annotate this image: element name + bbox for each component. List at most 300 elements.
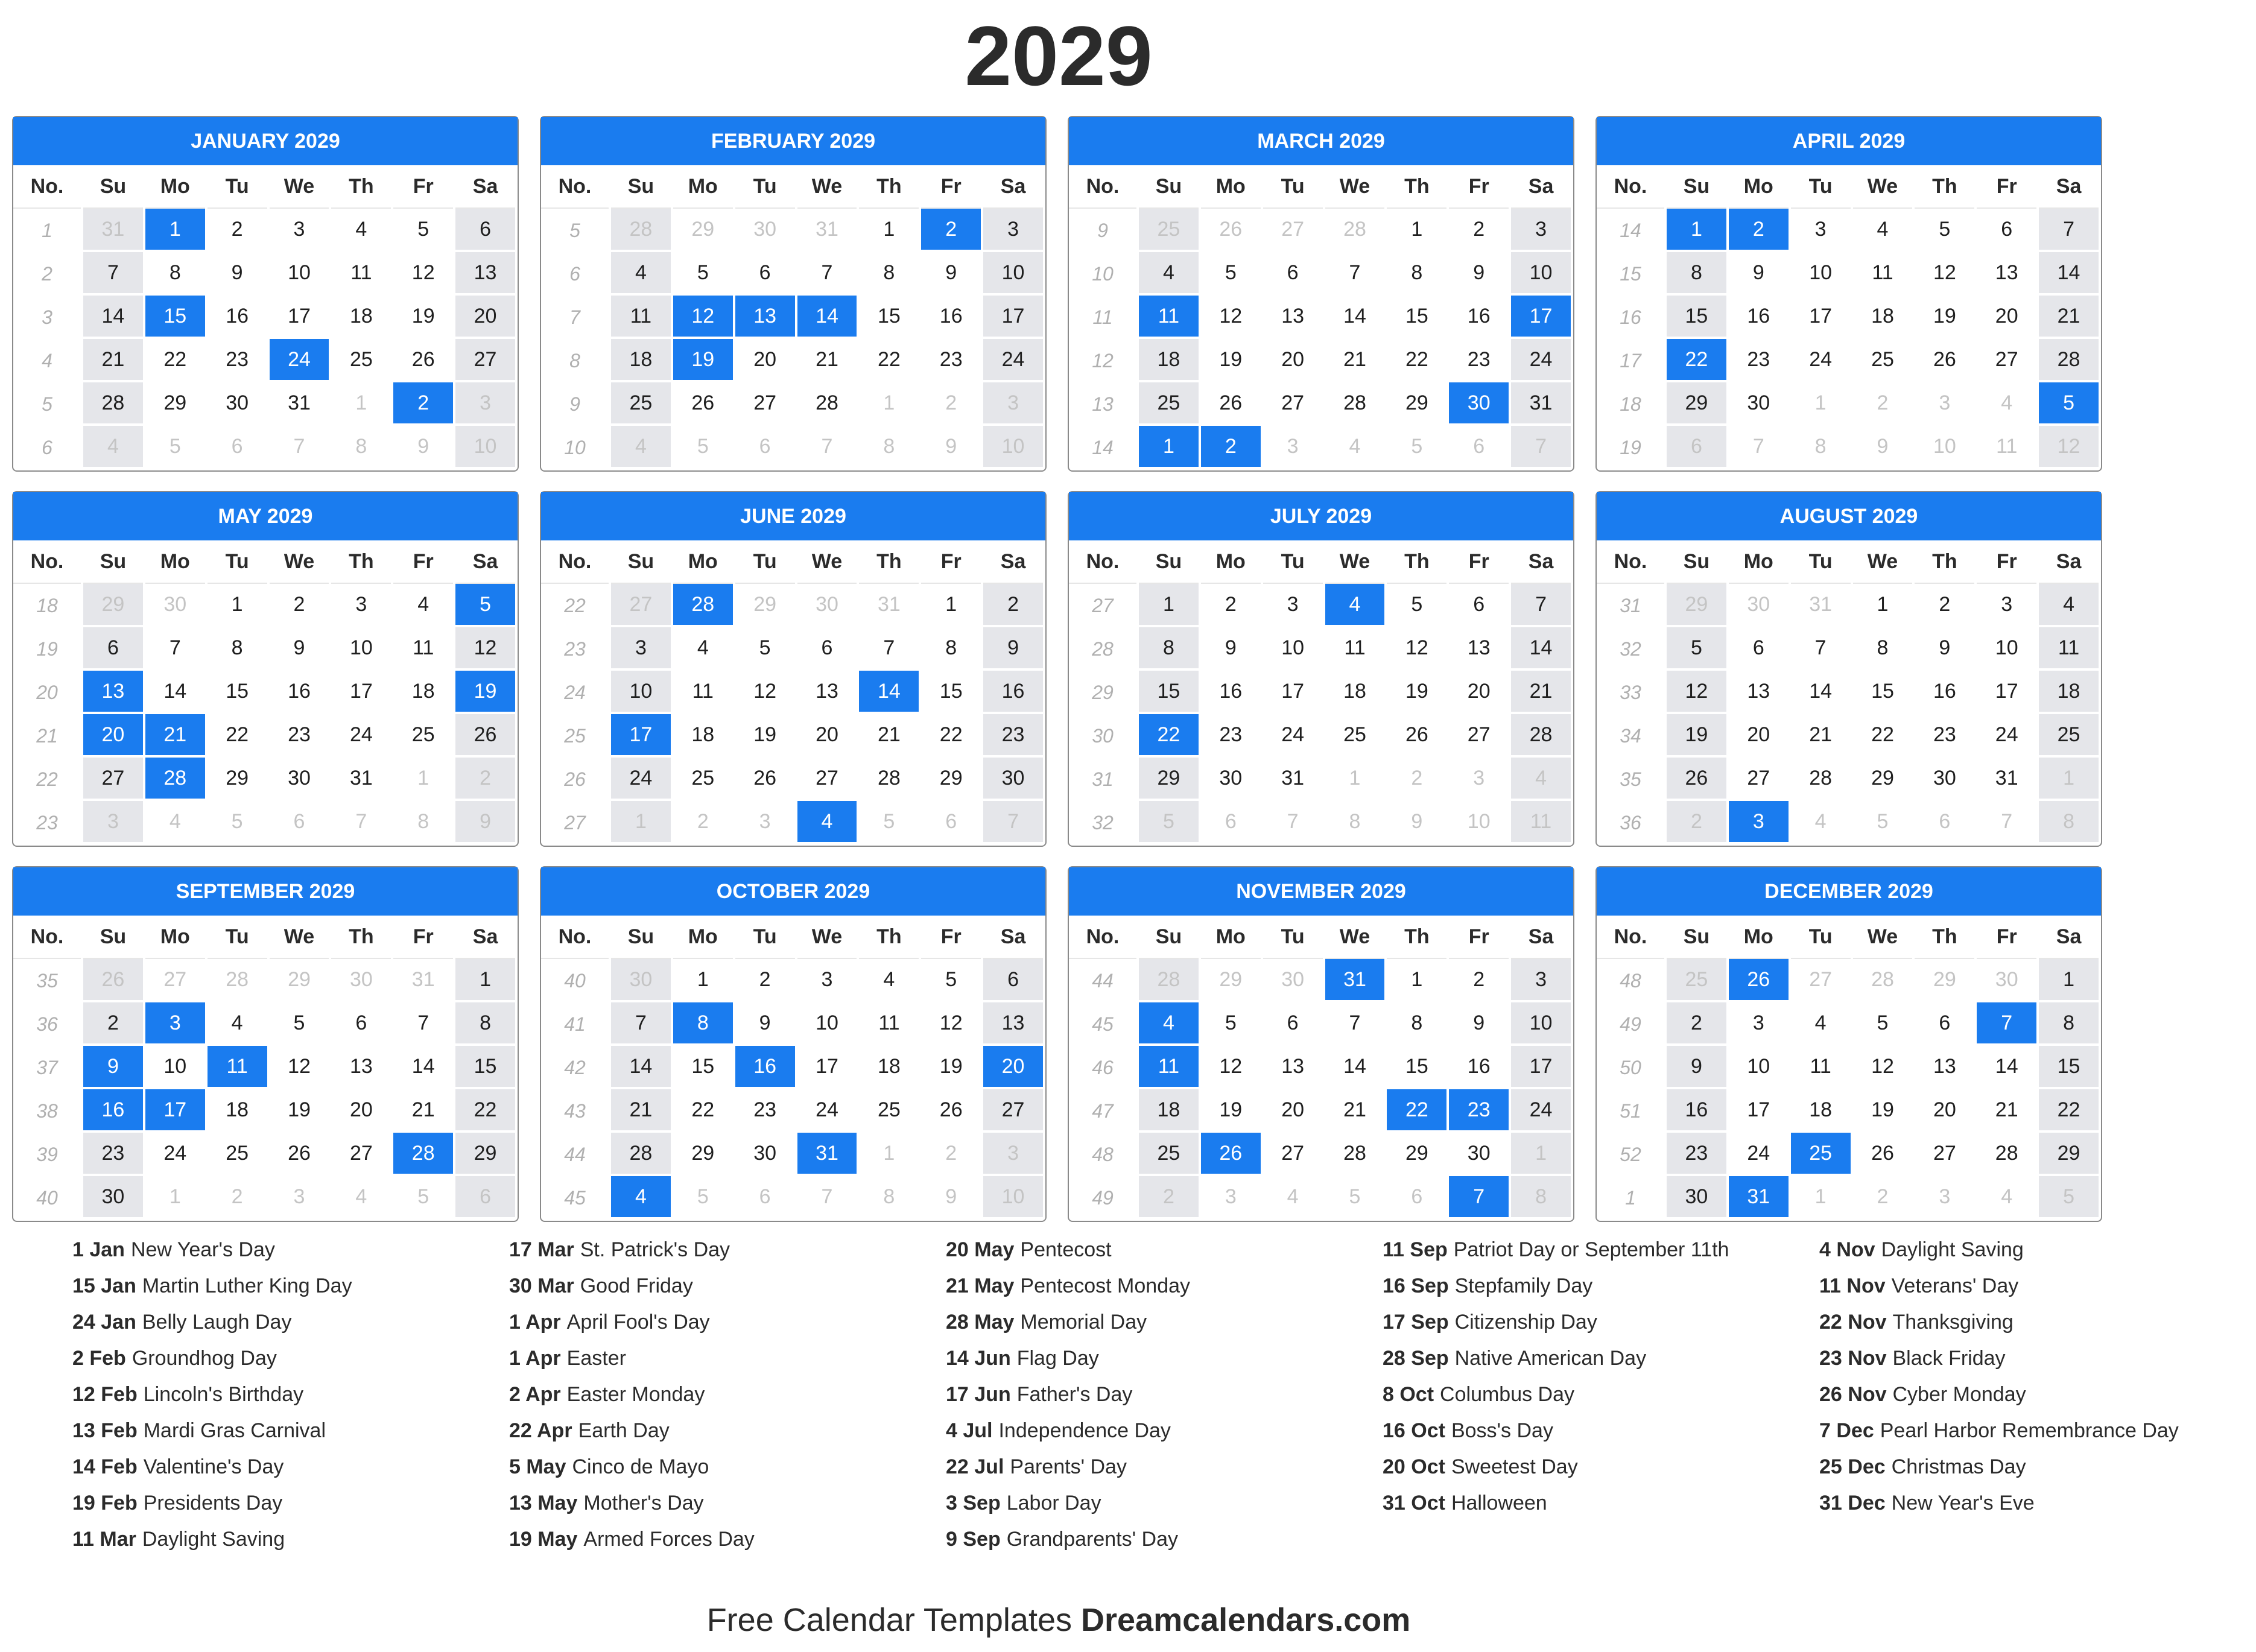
day-cell[interactable]: 26 [1667,758,1726,801]
day-cell[interactable]: 19 [735,714,795,758]
day-cell[interactable]: 24 [983,339,1043,382]
day-cell[interactable]: 6 [921,801,981,844]
day-cell[interactable]: 9 [1853,426,1913,469]
day-cell[interactable]: 3 [1729,1002,1789,1046]
holiday-day-cell[interactable]: 3 [1729,801,1789,844]
day-cell[interactable]: 15 [1387,1046,1446,1089]
day-cell[interactable]: 25 [331,339,391,382]
day-cell[interactable]: 27 [83,758,143,801]
day-cell[interactable]: 11 [673,671,733,714]
holiday-day-cell[interactable]: 31 [1325,959,1385,1002]
day-cell[interactable]: 30 [270,758,329,801]
holiday-day-cell[interactable]: 5 [2039,382,2099,426]
day-cell[interactable]: 29 [735,584,795,627]
day-cell[interactable]: 21 [2039,296,2099,339]
day-cell[interactable]: 4 [393,584,453,627]
day-cell[interactable]: 25 [208,1133,267,1176]
day-cell[interactable]: 16 [1201,671,1261,714]
holiday-day-cell[interactable]: 19 [455,671,515,714]
day-cell[interactable]: 6 [1667,426,1726,469]
day-cell[interactable]: 24 [1511,339,1571,382]
day-cell[interactable]: 22 [145,339,205,382]
day-cell[interactable]: 30 [611,959,671,1002]
holiday-day-cell[interactable]: 16 [735,1046,795,1089]
day-cell[interactable]: 29 [921,758,981,801]
day-cell[interactable]: 8 [208,627,267,671]
day-cell[interactable]: 2 [673,801,733,844]
day-cell[interactable]: 15 [859,296,919,339]
day-cell[interactable]: 14 [1325,296,1385,339]
day-cell[interactable]: 2 [1915,584,1974,627]
day-cell[interactable]: 3 [1915,1176,1974,1220]
day-cell[interactable]: 10 [331,627,391,671]
day-cell[interactable]: 25 [393,714,453,758]
day-cell[interactable]: 18 [1139,1089,1199,1133]
day-cell[interactable]: 8 [1387,1002,1446,1046]
day-cell[interactable]: 1 [145,1176,205,1220]
day-cell[interactable]: 18 [611,339,671,382]
holiday-day-cell[interactable]: 17 [145,1089,205,1133]
holiday-day-cell[interactable]: 14 [859,671,919,714]
day-cell[interactable]: 1 [1387,209,1446,252]
day-cell[interactable]: 10 [1511,252,1571,296]
day-cell[interactable]: 2 [1139,1176,1199,1220]
day-cell[interactable]: 5 [1387,426,1446,469]
day-cell[interactable]: 7 [983,801,1043,844]
day-cell[interactable]: 29 [1667,382,1726,426]
day-cell[interactable]: 7 [1325,252,1385,296]
day-cell[interactable]: 14 [2039,252,2099,296]
day-cell[interactable]: 1 [1387,959,1446,1002]
holiday-day-cell[interactable]: 7 [1977,1002,2036,1046]
day-cell[interactable]: 8 [2039,1002,2099,1046]
holiday-day-cell[interactable]: 22 [1139,714,1199,758]
day-cell[interactable]: 18 [2039,671,2099,714]
day-cell[interactable]: 7 [797,252,857,296]
holiday-day-cell[interactable]: 17 [611,714,671,758]
day-cell[interactable]: 8 [2039,801,2099,844]
day-cell[interactable]: 15 [1853,671,1913,714]
day-cell[interactable]: 8 [145,252,205,296]
day-cell[interactable]: 2 [1387,758,1446,801]
day-cell[interactable]: 2 [1667,801,1726,844]
day-cell[interactable]: 25 [859,1089,919,1133]
day-cell[interactable]: 30 [1977,959,2036,1002]
day-cell[interactable]: 7 [797,426,857,469]
day-cell[interactable]: 31 [1977,758,2036,801]
day-cell[interactable]: 28 [1139,959,1199,1002]
day-cell[interactable]: 10 [455,426,515,469]
day-cell[interactable]: 3 [1201,1176,1261,1220]
day-cell[interactable]: 16 [921,296,981,339]
day-cell[interactable]: 2 [1201,584,1261,627]
day-cell[interactable]: 6 [1387,1176,1446,1220]
day-cell[interactable]: 15 [2039,1046,2099,1089]
day-cell[interactable]: 6 [83,627,143,671]
holiday-day-cell[interactable]: 30 [1449,382,1509,426]
day-cell[interactable]: 27 [1915,1133,1974,1176]
day-cell[interactable]: 29 [1915,959,1974,1002]
day-cell[interactable]: 21 [1791,714,1851,758]
day-cell[interactable]: 24 [145,1133,205,1176]
day-cell[interactable]: 12 [1853,1046,1913,1089]
day-cell[interactable]: 9 [270,627,329,671]
day-cell[interactable]: 5 [1201,252,1261,296]
day-cell[interactable]: 28 [1325,382,1385,426]
day-cell[interactable]: 17 [797,1046,857,1089]
day-cell[interactable]: 23 [208,339,267,382]
day-cell[interactable]: 30 [1201,758,1261,801]
day-cell[interactable]: 2 [83,1002,143,1046]
holiday-day-cell[interactable]: 19 [673,339,733,382]
day-cell[interactable]: 27 [983,1089,1043,1133]
day-cell[interactable]: 5 [2039,1176,2099,1220]
day-cell[interactable]: 23 [921,339,981,382]
day-cell[interactable]: 22 [1853,714,1913,758]
day-cell[interactable]: 22 [859,339,919,382]
day-cell[interactable]: 27 [1791,959,1851,1002]
holiday-day-cell[interactable]: 4 [797,801,857,844]
day-cell[interactable]: 1 [2039,959,2099,1002]
day-cell[interactable]: 6 [270,801,329,844]
day-cell[interactable]: 8 [859,252,919,296]
day-cell[interactable]: 4 [1853,209,1913,252]
day-cell[interactable]: 22 [455,1089,515,1133]
holiday-day-cell[interactable]: 9 [83,1046,143,1089]
day-cell[interactable]: 23 [1201,714,1261,758]
day-cell[interactable]: 25 [1139,382,1199,426]
day-cell[interactable]: 31 [270,382,329,426]
day-cell[interactable]: 12 [1201,1046,1261,1089]
day-cell[interactable]: 19 [1667,714,1726,758]
day-cell[interactable]: 4 [331,209,391,252]
day-cell[interactable]: 13 [1915,1046,1974,1089]
day-cell[interactable]: 1 [611,801,671,844]
day-cell[interactable]: 3 [270,209,329,252]
day-cell[interactable]: 3 [735,801,795,844]
day-cell[interactable]: 20 [331,1089,391,1133]
day-cell[interactable]: 16 [983,671,1043,714]
day-cell[interactable]: 1 [208,584,267,627]
day-cell[interactable]: 22 [2039,1089,2099,1133]
day-cell[interactable]: 9 [208,252,267,296]
day-cell[interactable]: 27 [331,1133,391,1176]
day-cell[interactable]: 5 [673,426,733,469]
day-cell[interactable]: 10 [1977,627,2036,671]
day-cell[interactable]: 13 [1977,252,2036,296]
holiday-day-cell[interactable]: 22 [1667,339,1726,382]
day-cell[interactable]: 1 [393,758,453,801]
day-cell[interactable]: 23 [983,714,1043,758]
day-cell[interactable]: 30 [1667,1176,1726,1220]
day-cell[interactable]: 27 [735,382,795,426]
day-cell[interactable]: 3 [270,1176,329,1220]
day-cell[interactable]: 20 [1915,1089,1974,1133]
day-cell[interactable]: 6 [1449,584,1509,627]
day-cell[interactable]: 5 [1915,209,1974,252]
day-cell[interactable]: 6 [1263,252,1323,296]
day-cell[interactable]: 5 [145,426,205,469]
footer-brand[interactable]: Dreamcalendars.com [1081,1602,1411,1638]
day-cell[interactable]: 23 [1915,714,1974,758]
day-cell[interactable]: 6 [1915,801,1974,844]
day-cell[interactable]: 5 [673,252,733,296]
day-cell[interactable]: 4 [208,1002,267,1046]
day-cell[interactable]: 6 [735,252,795,296]
day-cell[interactable]: 9 [1449,1002,1509,1046]
day-cell[interactable]: 27 [455,339,515,382]
day-cell[interactable]: 9 [1915,627,1974,671]
day-cell[interactable]: 27 [1263,382,1323,426]
day-cell[interactable]: 6 [1449,426,1509,469]
day-cell[interactable]: 11 [1977,426,2036,469]
day-cell[interactable]: 19 [1387,671,1446,714]
day-cell[interactable]: 18 [673,714,733,758]
day-cell[interactable]: 26 [1853,1133,1913,1176]
day-cell[interactable]: 28 [1325,209,1385,252]
day-cell[interactable]: 11 [611,296,671,339]
day-cell[interactable]: 10 [611,671,671,714]
day-cell[interactable]: 7 [83,252,143,296]
day-cell[interactable]: 31 [83,209,143,252]
day-cell[interactable]: 2 [735,959,795,1002]
day-cell[interactable]: 28 [611,1133,671,1176]
day-cell[interactable]: 5 [208,801,267,844]
day-cell[interactable]: 17 [1511,1046,1571,1089]
day-cell[interactable]: 18 [859,1046,919,1089]
day-cell[interactable]: 5 [1853,1002,1913,1046]
day-cell[interactable]: 9 [1387,801,1446,844]
day-cell[interactable]: 14 [1325,1046,1385,1089]
day-cell[interactable]: 14 [145,671,205,714]
day-cell[interactable]: 10 [1791,252,1851,296]
day-cell[interactable]: 2 [1853,382,1913,426]
day-cell[interactable]: 30 [797,584,857,627]
holiday-day-cell[interactable]: 4 [1139,1002,1199,1046]
day-cell[interactable]: 19 [1853,1089,1913,1133]
day-cell[interactable]: 27 [611,584,671,627]
day-cell[interactable]: 1 [1853,584,1913,627]
day-cell[interactable]: 30 [1263,959,1323,1002]
day-cell[interactable]: 5 [1853,801,1913,844]
day-cell[interactable]: 24 [611,758,671,801]
day-cell[interactable]: 8 [859,1176,919,1220]
day-cell[interactable]: 18 [1791,1089,1851,1133]
day-cell[interactable]: 25 [1139,1133,1199,1176]
holiday-day-cell[interactable]: 2 [1729,209,1789,252]
day-cell[interactable]: 14 [1511,627,1571,671]
day-cell[interactable]: 20 [1263,339,1323,382]
day-cell[interactable]: 28 [208,959,267,1002]
day-cell[interactable]: 28 [1791,758,1851,801]
day-cell[interactable]: 29 [1139,758,1199,801]
day-cell[interactable]: 31 [1511,382,1571,426]
day-cell[interactable]: 24 [1791,339,1851,382]
day-cell[interactable]: 30 [331,959,391,1002]
day-cell[interactable]: 27 [1977,339,2036,382]
day-cell[interactable]: 5 [1201,1002,1261,1046]
day-cell[interactable]: 4 [1511,758,1571,801]
day-cell[interactable]: 28 [1977,1133,2036,1176]
day-cell[interactable]: 29 [145,382,205,426]
day-cell[interactable]: 27 [1263,209,1323,252]
day-cell[interactable]: 29 [673,1133,733,1176]
day-cell[interactable]: 6 [1263,1002,1323,1046]
day-cell[interactable]: 9 [921,426,981,469]
holiday-day-cell[interactable]: 17 [1511,296,1571,339]
day-cell[interactable]: 19 [1201,1089,1261,1133]
day-cell[interactable]: 23 [83,1133,143,1176]
day-cell[interactable]: 5 [393,209,453,252]
day-cell[interactable]: 4 [1139,252,1199,296]
day-cell[interactable]: 18 [1853,296,1913,339]
day-cell[interactable]: 12 [393,252,453,296]
day-cell[interactable]: 25 [2039,714,2099,758]
day-cell[interactable]: 31 [1263,758,1323,801]
day-cell[interactable]: 25 [1853,339,1913,382]
day-cell[interactable]: 20 [1729,714,1789,758]
day-cell[interactable]: 20 [455,296,515,339]
day-cell[interactable]: 6 [735,426,795,469]
day-cell[interactable]: 1 [859,382,919,426]
day-cell[interactable]: 3 [1263,584,1323,627]
day-cell[interactable]: 12 [455,627,515,671]
day-cell[interactable]: 15 [921,671,981,714]
day-cell[interactable]: 4 [611,426,671,469]
day-cell[interactable]: 10 [1449,801,1509,844]
day-cell[interactable]: 24 [1263,714,1323,758]
holiday-day-cell[interactable]: 1 [1139,426,1199,469]
day-cell[interactable]: 13 [1449,627,1509,671]
day-cell[interactable]: 18 [393,671,453,714]
day-cell[interactable]: 7 [1325,1002,1385,1046]
day-cell[interactable]: 31 [393,959,453,1002]
holiday-day-cell[interactable]: 13 [735,296,795,339]
holiday-day-cell[interactable]: 4 [611,1176,671,1220]
day-cell[interactable]: 7 [270,426,329,469]
day-cell[interactable]: 22 [673,1089,733,1133]
day-cell[interactable]: 6 [331,1002,391,1046]
day-cell[interactable]: 22 [1387,339,1446,382]
day-cell[interactable]: 16 [1729,296,1789,339]
holiday-day-cell[interactable]: 15 [145,296,205,339]
day-cell[interactable]: 14 [1791,671,1851,714]
day-cell[interactable]: 3 [1915,382,1974,426]
day-cell[interactable]: 1 [921,584,981,627]
holiday-day-cell[interactable]: 11 [1139,296,1199,339]
day-cell[interactable]: 2 [921,382,981,426]
day-cell[interactable]: 21 [1325,1089,1385,1133]
day-cell[interactable]: 1 [859,1133,919,1176]
day-cell[interactable]: 31 [1791,584,1851,627]
day-cell[interactable]: 15 [208,671,267,714]
day-cell[interactable]: 4 [2039,584,2099,627]
day-cell[interactable]: 8 [1853,627,1913,671]
day-cell[interactable]: 29 [83,584,143,627]
day-cell[interactable]: 29 [2039,1133,2099,1176]
day-cell[interactable]: 12 [1387,627,1446,671]
day-cell[interactable]: 30 [735,1133,795,1176]
day-cell[interactable]: 9 [983,627,1043,671]
day-cell[interactable]: 15 [1667,296,1726,339]
day-cell[interactable]: 7 [859,627,919,671]
day-cell[interactable]: 15 [455,1046,515,1089]
day-cell[interactable]: 26 [83,959,143,1002]
day-cell[interactable]: 11 [331,252,391,296]
day-cell[interactable]: 5 [859,801,919,844]
day-cell[interactable]: 5 [1667,627,1726,671]
holiday-day-cell[interactable]: 8 [673,1002,733,1046]
day-cell[interactable]: 8 [1791,426,1851,469]
day-cell[interactable]: 1 [1791,1176,1851,1220]
day-cell[interactable]: 27 [797,758,857,801]
day-cell[interactable]: 9 [1667,1046,1726,1089]
day-cell[interactable]: 9 [1729,252,1789,296]
day-cell[interactable]: 2 [983,584,1043,627]
day-cell[interactable]: 4 [1791,801,1851,844]
day-cell[interactable]: 30 [983,758,1043,801]
day-cell[interactable]: 8 [1511,1176,1571,1220]
day-cell[interactable]: 17 [983,296,1043,339]
holiday-day-cell[interactable]: 1 [1667,209,1726,252]
day-cell[interactable]: 18 [1139,339,1199,382]
day-cell[interactable]: 6 [455,1176,515,1220]
holiday-day-cell[interactable]: 16 [83,1089,143,1133]
day-cell[interactable]: 9 [921,252,981,296]
day-cell[interactable]: 10 [1729,1046,1789,1089]
day-cell[interactable]: 17 [1729,1089,1789,1133]
day-cell[interactable]: 11 [2039,627,2099,671]
day-cell[interactable]: 3 [83,801,143,844]
day-cell[interactable]: 20 [735,339,795,382]
day-cell[interactable]: 17 [331,671,391,714]
day-cell[interactable]: 4 [83,426,143,469]
day-cell[interactable]: 6 [1729,627,1789,671]
day-cell[interactable]: 2 [208,1176,267,1220]
day-cell[interactable]: 5 [673,1176,733,1220]
day-cell[interactable]: 29 [455,1133,515,1176]
holiday-day-cell[interactable]: 20 [83,714,143,758]
day-cell[interactable]: 17 [1263,671,1323,714]
day-cell[interactable]: 23 [270,714,329,758]
day-cell[interactable]: 6 [797,627,857,671]
day-cell[interactable]: 21 [1325,339,1385,382]
holiday-day-cell[interactable]: 26 [1729,959,1789,1002]
day-cell[interactable]: 27 [1449,714,1509,758]
holiday-day-cell[interactable]: 26 [1201,1133,1261,1176]
holiday-day-cell[interactable]: 1 [145,209,205,252]
day-cell[interactable]: 10 [1915,426,1974,469]
day-cell[interactable]: 29 [1667,584,1726,627]
day-cell[interactable]: 12 [735,671,795,714]
holiday-day-cell[interactable]: 12 [673,296,733,339]
day-cell[interactable]: 26 [455,714,515,758]
day-cell[interactable]: 19 [1915,296,1974,339]
day-cell[interactable]: 26 [1201,209,1261,252]
day-cell[interactable]: 18 [1325,671,1385,714]
holiday-day-cell[interactable]: 4 [1325,584,1385,627]
day-cell[interactable]: 10 [797,1002,857,1046]
holiday-day-cell[interactable]: 5 [455,584,515,627]
holiday-day-cell[interactable]: 2 [393,382,453,426]
day-cell[interactable]: 1 [859,209,919,252]
day-cell[interactable]: 16 [270,671,329,714]
holiday-day-cell[interactable]: 3 [145,1002,205,1046]
day-cell[interactable]: 28 [611,209,671,252]
day-cell[interactable]: 27 [1263,1133,1323,1176]
day-cell[interactable]: 19 [393,296,453,339]
day-cell[interactable]: 30 [1729,584,1789,627]
